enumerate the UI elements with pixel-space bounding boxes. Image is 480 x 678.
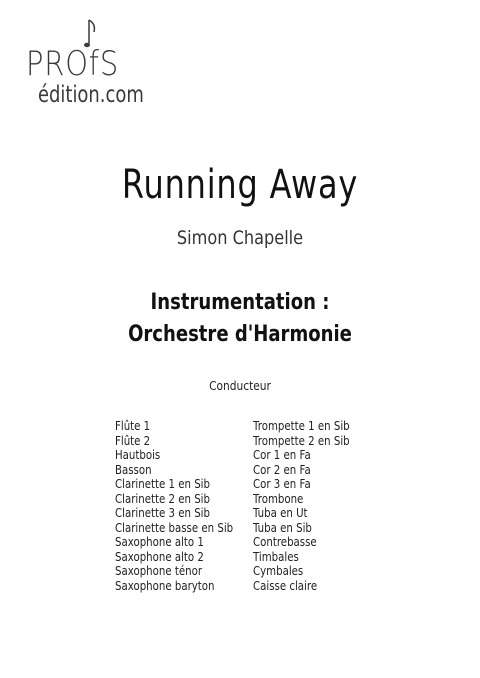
parts-list-right: [253, 419, 367, 593]
part-item: Flûte 1: [115, 419, 151, 433]
part-item: Caisse claire: [253, 578, 318, 593]
part-item: Saxophone baryton: [115, 578, 215, 593]
part-item: Saxophone alto 1: [115, 535, 204, 549]
part-item: Saxophone ténor: [115, 564, 203, 578]
ensemble-name: Orchestre d'Harmonie: [128, 322, 352, 347]
part-item: Trompette 2 en Sib: [253, 433, 350, 448]
logo-brand: PROfS: [26, 44, 120, 84]
part-item: Clarinette basse en Sib: [115, 520, 234, 535]
part-item: Cor 3 en Fa: [253, 477, 311, 491]
part-item: Tuba en Sib: [253, 520, 312, 535]
part-item: Flûte 2: [115, 433, 151, 448]
part-item: Contrebasse: [253, 535, 317, 549]
composer-name: Simon Chapelle: [176, 227, 304, 249]
part-item: Hautbois: [115, 448, 161, 462]
parts-list-left: [115, 419, 254, 593]
part-item: Saxophone alto 2: [115, 549, 204, 564]
part-item: Cymbales: [253, 564, 304, 578]
instrumentation-heading: Instrumentation :: [150, 290, 330, 315]
logo-domain: édition.com: [38, 82, 144, 108]
part-item: Trompette 1 en Sib: [253, 419, 350, 433]
part-item: Cor 2 en Fa: [253, 462, 311, 477]
publisher-logo: [22, 18, 172, 108]
part-item: Clarinette 3 en Sib: [115, 506, 210, 520]
part-item: Clarinette 1 en Sib: [115, 477, 210, 491]
part-item: Basson: [115, 462, 152, 477]
part-item: Trombone: [253, 491, 304, 506]
part-item: Tuba en Ut: [253, 506, 308, 520]
part-item: Cor 1 en Fa: [253, 448, 311, 462]
part-item: Timbales: [253, 549, 299, 564]
conductor-label: Conducteur: [209, 378, 271, 393]
part-item: Clarinette 2 en Sib: [115, 491, 210, 506]
score-title: Running Away: [121, 162, 359, 208]
